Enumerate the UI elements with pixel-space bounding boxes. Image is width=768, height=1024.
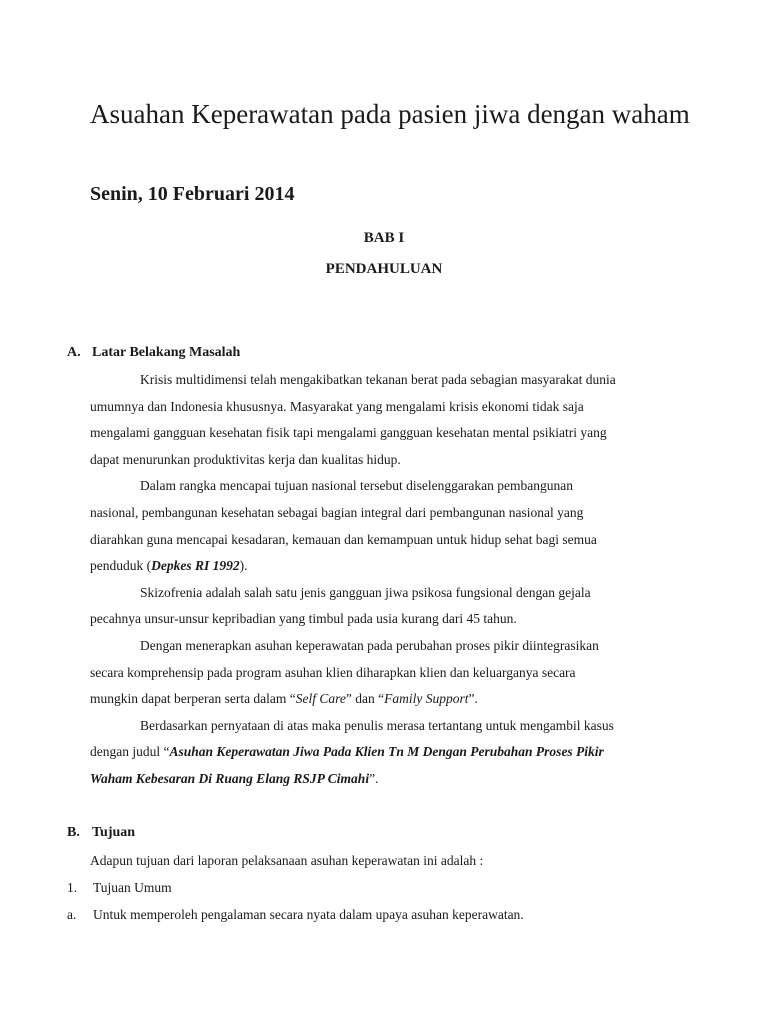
section-a-title: Latar Belakang Masalah bbox=[92, 345, 241, 360]
paragraph-line bbox=[90, 739, 685, 766]
paragraph-line: secara komprehensip pada program asuhan klien diharapkan klien dan keluarganya secara bbox=[90, 664, 576, 680]
paragraph-line: Berdasarkan pernyataan di atas maka penulis merasa tertantang untuk mengambil kasus bbox=[140, 717, 614, 733]
citation: Depkes RI 1992 bbox=[151, 558, 240, 574]
paragraph-line bbox=[90, 553, 685, 580]
paragraph-line: mengalami gangguan kesehatan fisik tapi mengalami gangguan kesehatan mental psikiatri yang bbox=[90, 425, 607, 441]
term-family-support: Family Support bbox=[384, 691, 469, 707]
text-fragment: penduduk ( bbox=[90, 558, 152, 574]
list-item-a: Untuk memperoleh pengalaman secara nyata dalam upaya asuhan keperawatan. bbox=[93, 907, 524, 922]
list-marker-1: 1. bbox=[67, 880, 78, 895]
section-b-title: Tujuan bbox=[92, 825, 136, 840]
section-b-heading bbox=[67, 825, 135, 841]
term-self-care: Self Care bbox=[295, 691, 346, 707]
paragraph-line: pecahnya unsur-unsur kepribadian yang timbul pada usia kurang dari 45 tahun. bbox=[90, 611, 517, 627]
section-a-letter: A. bbox=[67, 345, 81, 360]
text-fragment: ”. bbox=[468, 691, 478, 707]
case-title-part2: Waham Kebesaran Di Ruang Elang RSJP Cimahi bbox=[90, 770, 370, 786]
paragraph-line: umumnya dan Indonesia khususnya. Masyarakat yang mengalami krisis ekonomi tidak saja bbox=[90, 398, 584, 414]
section-a-body bbox=[90, 367, 685, 793]
paragraph-line: dapat menurunkan produktivitas kerja dan kualitas hidup. bbox=[90, 451, 401, 467]
document-date: Senin, 10 Februari 2014 bbox=[90, 183, 295, 205]
paragraph-line bbox=[90, 766, 685, 793]
section-b-letter: B. bbox=[67, 825, 80, 840]
list-item-tujuan-umum: Tujuan Umum bbox=[93, 880, 172, 895]
text-fragment: ”. bbox=[369, 770, 379, 786]
text-fragment: ). bbox=[239, 558, 248, 574]
text-fragment: mungkin dapat berperan serta dalam “ bbox=[90, 691, 296, 707]
section-b-intro: Adapun tujuan dari laporan pelaksanaan asuhan keperawatan ini adalah : bbox=[90, 853, 484, 868]
text-fragment: dengan judul “ bbox=[90, 744, 170, 760]
chapter-title: PENDAHULUAN bbox=[325, 261, 443, 277]
paragraph-line bbox=[90, 686, 685, 713]
paragraph-line: Krisis multidimensi telah mengakibatkan tekanan berat pada sebagian masyarakat dunia bbox=[140, 372, 616, 387]
document-title: Asuahan Keperawatan pada pasien jiwa dengan waham bbox=[90, 99, 690, 129]
paragraph-line: Dalam rangka mencapai tujuan nasional tersebut diselenggarakan pembangunan bbox=[140, 478, 573, 494]
case-title-part1: Asuhan Keperawatan Jiwa Pada Klien Tn M Dengan Perubahan Proses Pikir bbox=[169, 744, 604, 760]
paragraph-line: Skizofrenia adalah salah satu jenis gangguan jiwa psikosa fungsional dengan gejala bbox=[140, 584, 591, 600]
chapter-number: BAB I bbox=[363, 230, 405, 246]
section-a-heading bbox=[67, 345, 240, 361]
paragraph-line: Dengan menerapkan asuhan keperawatan pada perubahan proses pikir diintegrasikan bbox=[140, 637, 599, 653]
list-marker-a: a. bbox=[67, 907, 77, 922]
text-fragment: ” dan “ bbox=[345, 691, 385, 707]
paragraph-line: diarahkan guna mencapai kesadaran, kemauan dan kemampuan untuk hidup sehat bagi semua bbox=[90, 531, 597, 547]
paragraph-line: nasional, pembangunan kesehatan sebagai bagian integral dari pembangunan nasional yang bbox=[90, 504, 584, 520]
